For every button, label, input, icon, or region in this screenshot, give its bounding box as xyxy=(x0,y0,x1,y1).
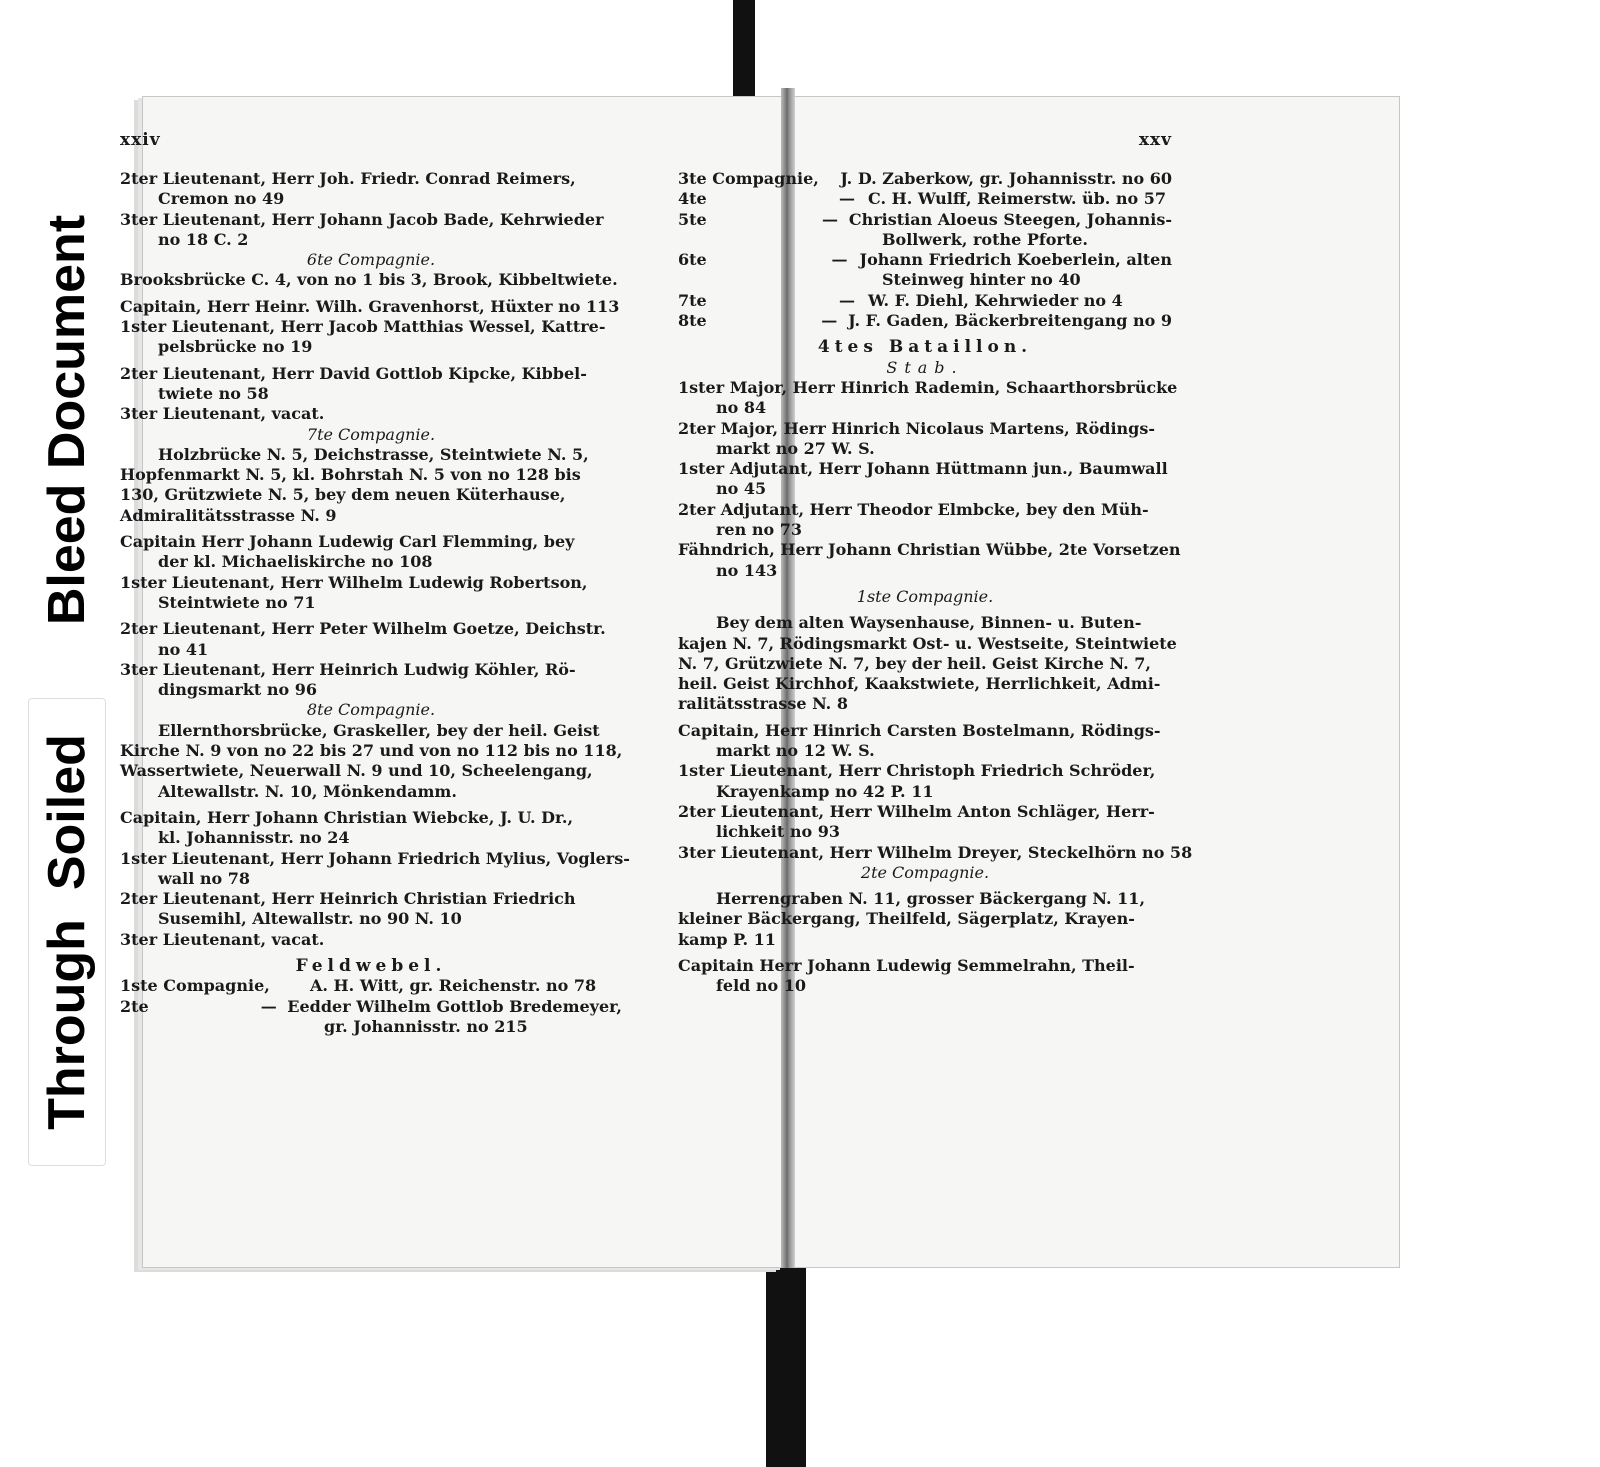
text-line: 1ster Lieutenant, Herr Wilhelm Ludewig Robertson, xyxy=(120,572,588,592)
dash-cell xyxy=(826,230,868,250)
text-line: Capitain Herr Johann Ludewig Semmelrahn, Theil- xyxy=(678,955,1135,975)
dash-cell: — xyxy=(839,290,855,310)
entry-cell: J. D. Zaberkow, gr. Johannisstr. no 60 xyxy=(840,169,1172,188)
text-line: Brooksbrücke C. 4, von no 1 bis 3, Brook, Kibbeltwiete. xyxy=(120,270,618,290)
side-label-word-through: Soiled xyxy=(38,734,97,891)
text-line: kl. Johannisstr. no 24 xyxy=(158,828,350,848)
text-line: Cremon no 49 xyxy=(158,189,285,209)
text-line: Ellernthorsbrücke, Graskeller, bey der heil. Geist xyxy=(158,720,600,740)
text-line: Krayenkamp no 42 P. 11 xyxy=(716,781,934,801)
text-line: Hopfenmarkt N. 5, kl. Bohrstah N. 5 von no 128 bis xyxy=(120,465,581,485)
feldwebel-row xyxy=(678,291,1172,311)
side-label xyxy=(28,160,106,1170)
text-line: Capitain Herr Johann Ludewig Carl Flemming, bey xyxy=(120,532,575,552)
entry-cell: Eedder Wilhelm Gottlob Bredemeyer, xyxy=(287,996,622,1016)
entry-cell: Steinweg hinter no 40 xyxy=(882,270,1081,290)
text-line: Altewallstr. N. 10, Mönkendamm. xyxy=(158,781,457,801)
company-cell: 8te xyxy=(678,311,707,331)
text-line: no 18 C. 2 xyxy=(158,229,249,249)
feldwebel-row xyxy=(678,250,1172,270)
company-cell: 5te xyxy=(678,209,707,229)
text-line: lichkeit no 93 xyxy=(716,822,840,842)
text-line: twiete no 58 xyxy=(158,383,269,403)
text-line: 2te Compagnie. xyxy=(860,862,990,882)
text-line: Susemihl, Altewallstr. no 90 N. 10 xyxy=(158,909,462,929)
text-line: N. 7, Grützwiete N. 7, bey der heil. Geist Kirche N. 7, xyxy=(678,653,1151,673)
text-line: 1ster Lieutenant, Herr Johann Friedrich Mylius, Voglers- xyxy=(120,848,630,868)
text-line: Holzbrücke N. 5, Deichstrasse, Steintwiete N. 5, xyxy=(158,444,589,464)
text-line: 2ter Lieutenant, Herr Joh. Friedr. Conrad Reimers, xyxy=(120,169,576,188)
side-label-bleed-through xyxy=(28,698,106,1166)
spine-bottom xyxy=(766,1254,806,1467)
text-line: feld no 10 xyxy=(716,976,807,996)
company-cell: 4te xyxy=(678,189,707,209)
text-line: no 45 xyxy=(716,479,767,499)
text-line: Bey dem alten Waysenhause, Binnen- u. Buten- xyxy=(716,613,1142,633)
text-line: kamp P. 11 xyxy=(678,929,776,949)
text-line: 1ste Compagnie. xyxy=(856,586,994,606)
text-line: 3ter Lieutenant, Herr Heinrich Ludwig Köhler, Rö- xyxy=(120,659,576,679)
text-line: ralitätsstrasse N. 8 xyxy=(678,694,848,714)
right-page-text xyxy=(678,130,1193,997)
company-cell xyxy=(120,1017,268,1037)
feldwebel-row xyxy=(678,270,1172,290)
text-line: 7te Compagnie. xyxy=(306,424,436,444)
entry-cell: W. F. Diehl, Kehrwieder no 4 xyxy=(868,290,1123,310)
text-line: 3ter Lieutenant, vacat. xyxy=(120,404,325,424)
entry-cell: Johann Friedrich Koeberlein, alten xyxy=(859,250,1172,270)
text-line: Wassertwiete, Neuerwall N. 9 und 10, Scheelengang, xyxy=(120,761,593,781)
dash-cell: — xyxy=(821,209,838,229)
feldwebel-row xyxy=(678,189,1172,209)
text-line: Capitain, Herr Heinr. Wilh. Gravenhorst, Hüxter no 113 xyxy=(120,296,620,316)
feldwebel-row xyxy=(678,230,1172,250)
text-line: no 84 xyxy=(716,398,767,418)
dash-cell xyxy=(268,976,310,996)
text-line: kajen N. 7, Rödingsmarkt Ost- u. Westseite, Steintwiete xyxy=(678,633,1177,653)
right-feldwebel-list xyxy=(678,169,1172,331)
dash-cell xyxy=(819,169,841,189)
text-line: 2ter Adjutant, Herr Theodor Elmbcke, bey den Müh- xyxy=(678,499,1149,519)
text-line: 4tes Bataillon. xyxy=(817,337,1033,358)
text-line: dingsmarkt no 96 xyxy=(158,680,318,700)
feldwebel-row xyxy=(120,976,622,996)
entry-cell: C. H. Wulff, Reimerstw. üb. no 57 xyxy=(868,189,1167,209)
text-line: 1ster Lieutenant, Herr Jacob Matthias Wessel, Kattre- xyxy=(120,317,606,337)
text-line: Kirche N. 9 von no 22 bis 27 und von no 112 bis no 118, xyxy=(120,741,623,761)
entry-cell: J. F. Gaden, Bäckerbreitengang no 9 xyxy=(848,311,1172,331)
text-line: ren no 73 xyxy=(716,520,802,540)
entry-cell: Bollwerk, rothe Pforte. xyxy=(882,229,1088,249)
text-line: 1ster Adjutant, Herr Johann Hüttmann jun., Baumwall xyxy=(678,459,1168,479)
text-line: 1ster Lieutenant, Herr Christoph Friedrich Schröder, xyxy=(678,761,1156,781)
right-page-lines xyxy=(678,337,1193,996)
text-line: heil. Geist Kirchhof, Kaakstwiete, Herrlichkeit, Admi- xyxy=(678,674,1161,694)
side-label-soiled-document xyxy=(28,160,106,680)
company-cell xyxy=(678,270,826,290)
text-line: Capitain, Herr Hinrich Carsten Bostelmann, Rödings- xyxy=(678,720,1161,740)
text-line: wall no 78 xyxy=(158,868,251,888)
text-line: 6te Compagnie. xyxy=(306,250,436,270)
dash-cell xyxy=(826,270,868,290)
left-page-text xyxy=(120,130,630,1037)
text-line: 2ter Lieutenant, Herr Peter Wilhelm Goetze, Deichstr. xyxy=(120,619,606,639)
feldwebel-row xyxy=(120,1017,622,1037)
feldwebel-row xyxy=(678,169,1172,189)
company-cell: 6te xyxy=(678,250,707,270)
side-label-word-document: Document xyxy=(38,214,96,470)
side-label-word-bleed: Through xyxy=(38,919,97,1130)
text-line: no 41 xyxy=(158,639,209,659)
text-line: 130, Grützwiete N. 5, bey dem neuen Küterhause, xyxy=(120,485,566,505)
company-cell: 3te Compagnie, xyxy=(678,169,819,188)
text-line: Fähndrich, Herr Johann Christian Wübbe, 2te Vorsetzen xyxy=(678,540,1181,560)
text-line: 3ter Lieutenant, Herr Wilhelm Dreyer, Steckelhörn no 58 xyxy=(678,842,1193,862)
company-cell: 2te xyxy=(120,996,149,1016)
text-line: Stab. xyxy=(886,357,964,377)
text-line: pelsbrücke no 19 xyxy=(158,337,313,357)
dash-cell: — xyxy=(260,996,277,1016)
text-line: Admiralitätsstrasse N. 9 xyxy=(120,505,337,525)
text-line: 8te Compagnie. xyxy=(306,700,436,720)
text-line: markt no 27 W. S. xyxy=(716,438,875,458)
text-line: 3ter Lieutenant, Herr Johann Jacob Bade, Kehrwieder xyxy=(120,209,604,229)
text-line: Herrengraben N. 11, grosser Bäckergang N. 11, xyxy=(716,889,1146,909)
text-line: der kl. Michaeliskirche no 108 xyxy=(158,552,433,572)
text-line: 3ter Lieutenant, vacat. xyxy=(120,929,325,949)
text-line: 2ter Lieutenant, Herr David Gottlob Kipcke, Kibbel- xyxy=(120,363,587,383)
left-page-number: xxiv xyxy=(120,130,161,150)
text-line: 2ter Lieutenant, Herr Heinrich Christian Friedrich xyxy=(120,889,576,909)
feldwebel-row xyxy=(678,210,1172,230)
text-line: kleiner Bäckergang, Theilfeld, Sägerplatz, Krayen- xyxy=(678,909,1135,929)
text-line: Feldwebel. xyxy=(295,955,447,976)
text-line: 2ter Lieutenant, Herr Wilhelm Anton Schläger, Herr- xyxy=(678,801,1155,821)
text-line: 1ster Major, Herr Hinrich Rademin, Schaarthorsbrücke xyxy=(678,377,1178,397)
feldwebel-row xyxy=(120,997,622,1017)
text-line: markt no 12 W. S. xyxy=(716,741,875,761)
company-cell: 1ste Compagnie, xyxy=(120,976,270,996)
entry-cell: gr. Johannisstr. no 215 xyxy=(324,1016,528,1036)
text-line: no 143 xyxy=(716,560,778,580)
entry-cell: Christian Aloeus Steegen, Johannis- xyxy=(848,209,1172,229)
company-cell xyxy=(678,230,826,250)
dash-cell xyxy=(268,1017,310,1037)
text-line: Steintwiete no 71 xyxy=(158,592,316,612)
text-line: Capitain, Herr Johann Christian Wiebcke, J. U. Dr., xyxy=(120,807,574,827)
text-line: 2ter Major, Herr Hinrich Nicolaus Martens, Rödings- xyxy=(678,418,1155,438)
dash-cell: — xyxy=(821,311,838,331)
company-cell: 7te xyxy=(678,290,707,310)
left-page-lines xyxy=(120,169,630,976)
right-page-number: xxv xyxy=(1138,130,1172,150)
left-feldwebel-list xyxy=(120,976,622,1037)
feldwebel-row xyxy=(678,311,1172,331)
dash-cell: — xyxy=(831,250,848,270)
dash-cell: — xyxy=(839,189,855,209)
entry-cell: A. H. Witt, gr. Reichenstr. no 78 xyxy=(310,976,597,996)
side-label-word-soiled: Bleed xyxy=(38,483,96,626)
